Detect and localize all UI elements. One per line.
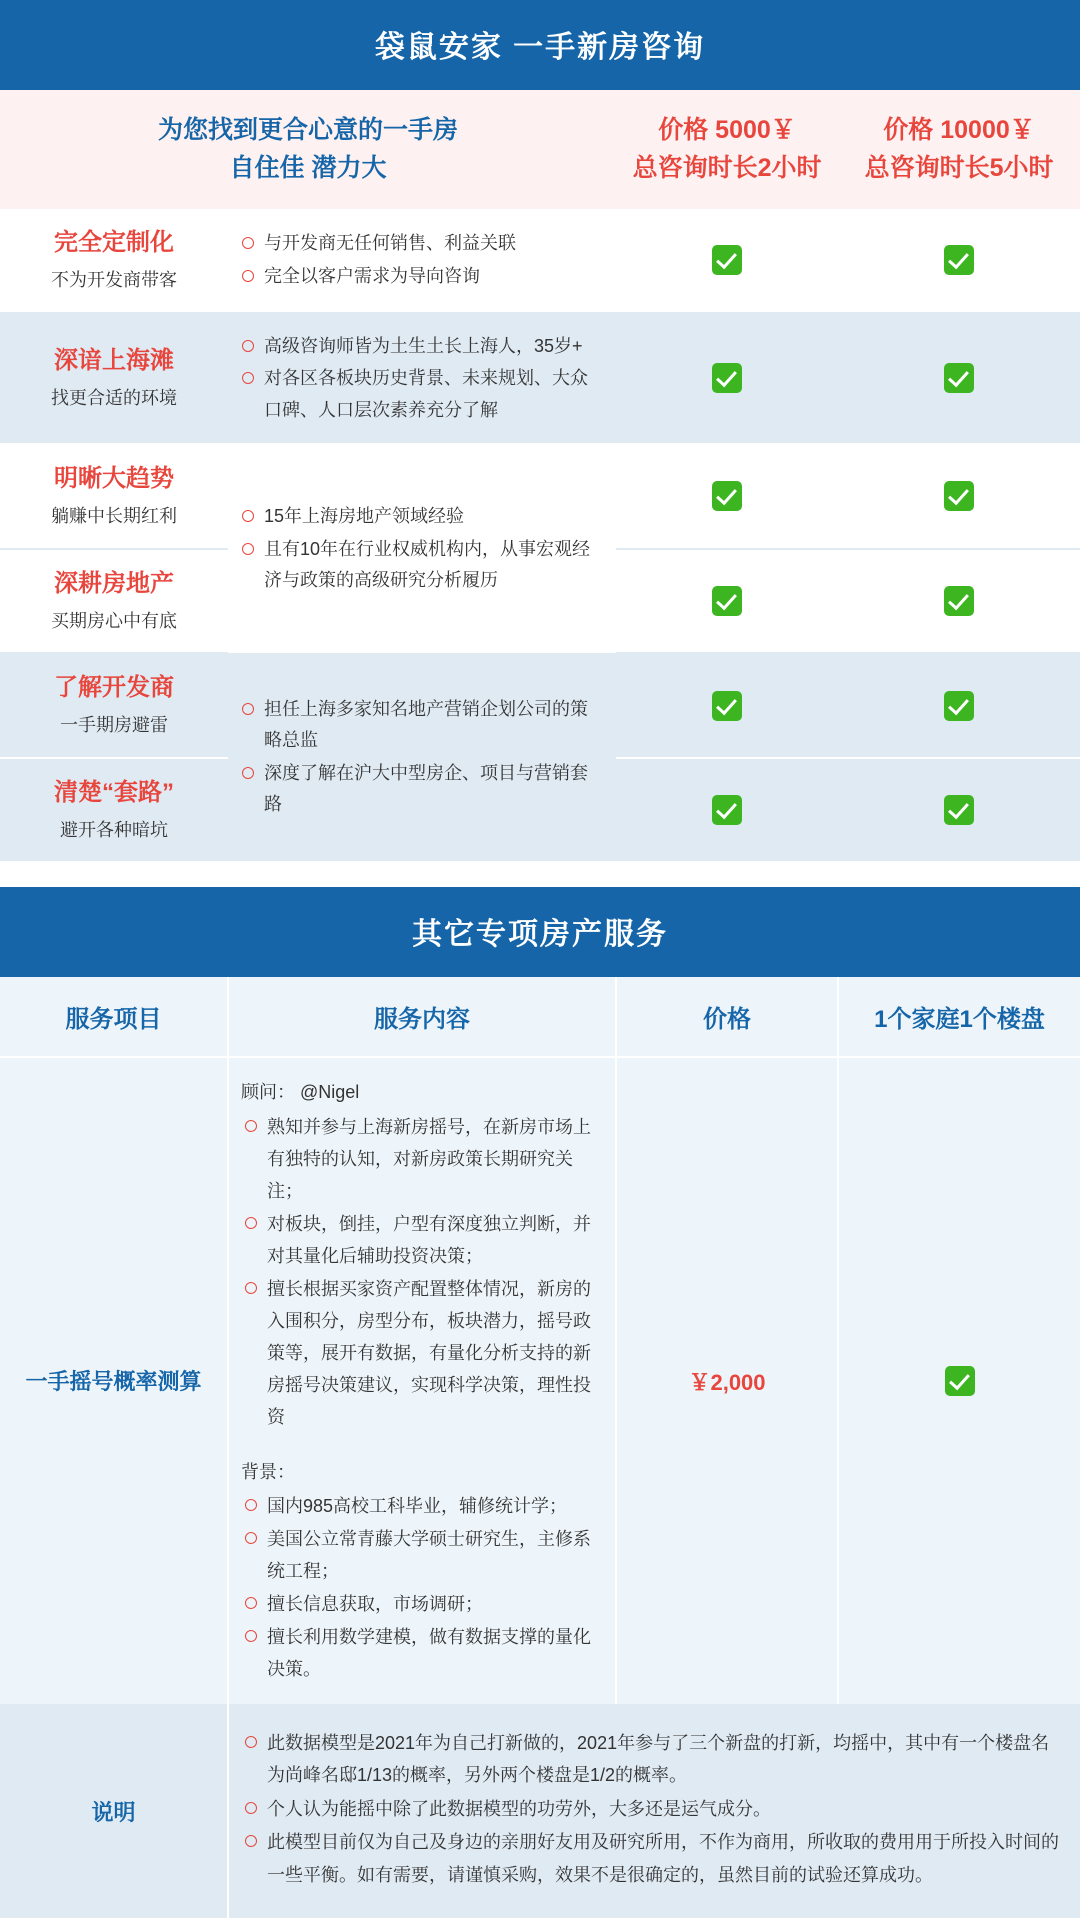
feature-description [228,209,616,313]
plan2-check-cell [838,313,1080,445]
bullet: 深度了解在沪大中型房企、项目与营销套路 [238,758,602,821]
check-icon [944,245,974,275]
bullet: 15年上海房地产领域经验 [238,501,602,533]
bullet: 个人认为能摇中除了此数据模型的功劳外，大多还是运气成分。 [241,1793,1064,1825]
header-plan1-cell [616,90,838,209]
bullet: 与开发商无任何销售、利益关联 [238,228,602,260]
feature-title: 深谙上海滩 [54,347,174,375]
header-left-cell [0,90,616,209]
service-content [228,1057,616,1704]
spacer [241,1434,599,1456]
plan1-check-cell [616,653,838,758]
check-icon [944,363,974,393]
bullet: 此数据模型是2021年为自己打新做的，2021年参与了三个新盘的打新，均摇中，其中有一个楼盘名为尚峰名邸1/13的概率，另外两个楼盘是1/2的概率。 [241,1727,1064,1792]
note-content [228,1704,1080,1918]
feature-subtitle: 避开各种暗坑 [60,819,168,840]
bullet: 擅长信息获取，市场调研； [241,1588,599,1620]
section2-banner: 其它专项房产服务 [0,887,1080,977]
bullet: 熟知并参与上海新房摇号，在新房市场上有独特的认知，对新房政策长期研究关注； [241,1111,599,1207]
plan2-check-cell [838,549,1080,654]
bullet: 美国公立常青藤大学硕士研究生，主修系统工程； [241,1523,599,1587]
column-header-service-content: 服务内容 [228,977,616,1057]
bullet: 对各区各板块历史背景、未来规划、大众口碑、人口层次素养充分了解 [238,363,602,426]
bullet: 对板块，倒挂，户型有深度独立判断，并对其量化后辅助投资决策； [241,1208,599,1272]
background-label: 背景： [241,1461,295,1482]
check-icon [944,481,974,511]
bullet: 此模型目前仅为自己及身边的亲朋好友用及研究所用，不作为商用，所收取的费用用于所投入时间的一些平衡。如有需要，请谨慎采购，效果不是很确定的，虽然目前的试验还算成功。 [241,1826,1064,1891]
table-row [0,313,1080,445]
bullet: 担任上海多家知名地产营销企划公司的策略总监 [238,694,602,757]
consulting-plans-table [0,90,1080,861]
plan1-price: 价格 5000￥ [658,116,796,144]
check-icon [712,481,742,511]
service-family-cell [838,1057,1080,1704]
plan2-price: 价格 10000￥ [883,116,1035,144]
plan1-check-cell [616,209,838,313]
plan1-check-cell [616,444,838,549]
table-row [0,209,1080,313]
header-plan2-cell [838,90,1080,209]
feature-subtitle: 躺赚中长期红利 [51,506,177,527]
column-header-service-item: 服务项目 [0,977,228,1057]
bullet: 擅长根据买家资产配置整体情况，新房的入围积分，房型分布，板块潜力，摇号政策等，展开有数据，有量化分析支持的新房摇号决策建议，实现科学决策，理性投资 [241,1273,599,1433]
plan2-check-cell [838,209,1080,313]
advisor-line: 顾问： @Nigel [241,1082,360,1103]
check-icon [712,363,742,393]
feature-title: 清楚“套路” [54,778,174,806]
feature-cell [0,209,228,313]
note-label: 说明 [91,1799,136,1825]
bullet: 高级咨询师皆为土生土长上海人，35岁+ [238,331,602,363]
header-left-line2: 自住佳 潜力大 [229,153,387,182]
column-header-family: 1个家庭1个楼盘 [838,977,1080,1057]
check-icon [944,691,974,721]
note-row [0,1704,1080,1918]
plan1-check-cell [616,313,838,445]
feature-title: 完全定制化 [54,229,174,256]
check-icon [712,691,742,721]
feature-cell [0,653,228,758]
feature-description [228,313,616,445]
table-header-row [0,90,1080,209]
feature-title: 了解开发商 [54,674,174,702]
check-icon [712,795,742,825]
feature-subtitle: 找更合适的环境 [51,388,177,409]
table-row [0,444,1080,549]
feature-cell [0,758,228,862]
service-row [0,1057,1080,1704]
column-header-price: 价格 [616,977,838,1057]
header-left-line1: 为您找到更合心意的一手房 [158,116,459,144]
check-icon [945,1366,975,1396]
section1-banner: 袋鼠安家 一手新房咨询 [0,0,1080,90]
feature-cell [0,313,228,445]
bullet: 完全以客户需求为导向咨询 [238,261,602,293]
feature-title: 明晰大趋势 [54,465,174,493]
feature-cell [0,444,228,549]
feature-subtitle: 一手期房避雷 [60,715,168,736]
plan1-duration: 总咨询时长2小时 [632,153,822,182]
table-row [0,653,1080,758]
plan1-check-cell [616,549,838,654]
check-icon [712,245,742,275]
feature-cell [0,549,228,654]
service-price: ￥2,000 [616,1057,838,1704]
feature-subtitle: 不为开发商带客 [51,270,177,290]
service-name: 一手摇号概率测算 [25,1368,202,1394]
bullet: 擅长利用数学建模，做有数据支撑的量化决策。 [241,1621,599,1685]
plan2-duration: 总咨询时长5小时 [864,153,1054,182]
other-services-table [0,977,1080,1918]
feature-description [228,444,616,653]
bullet: 国内985高校工科毕业，辅修统计学； [241,1490,599,1522]
feature-subtitle: 买期房心中有底 [51,610,177,631]
bullet: 且有10年在行业权威机构内，从事宏观经济与政策的高级研究分析履历 [238,534,602,597]
plan2-check-cell [838,444,1080,549]
check-icon [712,586,742,616]
feature-description [228,653,616,861]
section-divider [0,861,1080,887]
plan2-check-cell [838,758,1080,862]
check-icon [944,795,974,825]
services-header-row [0,977,1080,1057]
plan2-check-cell [838,653,1080,758]
feature-title: 深耕房地产 [54,569,174,597]
plan1-check-cell [616,758,838,862]
check-icon [944,586,974,616]
